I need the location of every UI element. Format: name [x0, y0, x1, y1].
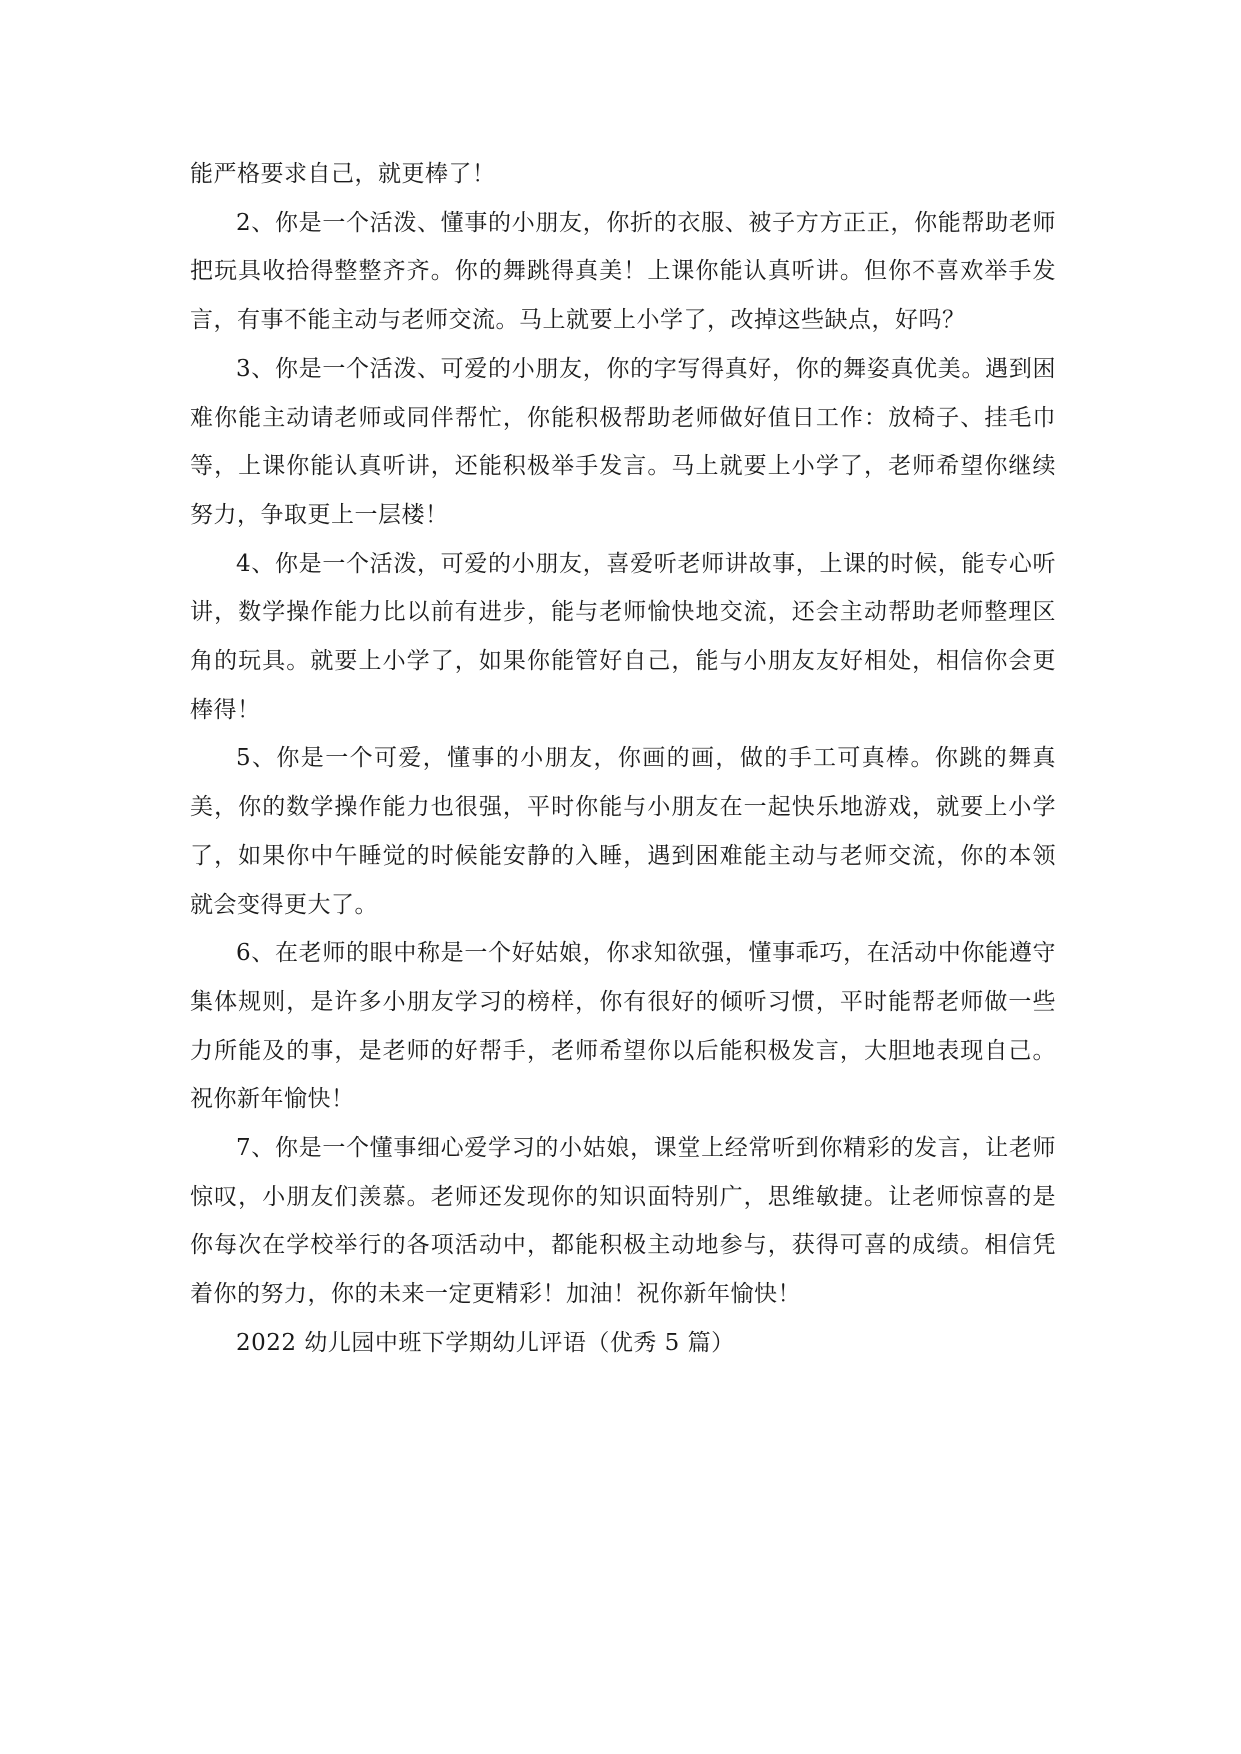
paragraph-comment-7: 7、你是一个懂事细心爱学习的小姑娘，课堂上经常听到你精彩的发言，让老师惊叹，小朋友们羡慕。老师还发现你的知识面特别广，思维敏捷。让老师惊喜的是你每次在学校举行的各项活动中，都能积极主动地参与，获得可喜的成绩。相信凭着你的努力，你的未来一定更精彩！加油！祝你新年愉快！ [190, 1135, 1056, 1308]
section-heading: 2022 幼儿园中班下学期幼儿评语（优秀 5 篇） [236, 1329, 735, 1356]
paragraph-continuation: 能严格要求自己，就更棒了！ [190, 161, 496, 187]
paragraph-comment-5: 5、你是一个可爱，懂事的小朋友，你画的画，做的手工可真棒。你跳的舞真美，你的数学操作能力也很强，平时你能与小朋友在一起快乐地游戏，就要上小学了，如果你中午睡觉的时候能安静的入睡，遇到困难能主动与老师交流，你的本领就会变得更大了。 [190, 745, 1056, 918]
paragraph-comment-6: 6、在老师的眼中称是一个好姑娘，你求知欲强，懂事乖巧，在活动中你能遵守集体规则，是许多小朋友学习的榜样，你有很好的倾听习惯，平时能帮老师做一些力所能及的事，是老师的好帮手，老师希望你以后能积极发言，大胆地表现自己。祝你新年愉快！ [190, 940, 1056, 1113]
paragraph-comment-4: 4、你是一个活泼，可爱的小朋友，喜爱听老师讲故事，上课的时候，能专心听讲，数学操作能力比以前有进步，能与老师愉快地交流，还会主动帮助老师整理区角的玩具。就要上小学了，如果你能管好自己，能与小朋友友好相处，相信你会更棒得！ [190, 550, 1056, 723]
document-body [190, 150, 1056, 1368]
paragraph-comment-3: 3、你是一个活泼、可爱的小朋友，你的字写得真好，你的舞姿真优美。遇到困难你能主动请老师或同伴帮忙，你能积极帮助老师做好值日工作：放椅子、挂毛巾等，上课你能认真听讲，还能积极举手发言。马上就要上小学了，老师希望你继续努力，争取更上一层楼！ [190, 355, 1056, 528]
paragraph-comment-2: 2、你是一个活泼、懂事的小朋友，你折的衣服、被子方方正正，你能帮助老师把玩具收拾得整整齐齐。你的舞跳得真美！上课你能认真听讲。但你不喜欢举手发言，有事不能主动与老师交流。马上就要上小学了，改掉这些缺点，好吗？ [190, 209, 1056, 334]
